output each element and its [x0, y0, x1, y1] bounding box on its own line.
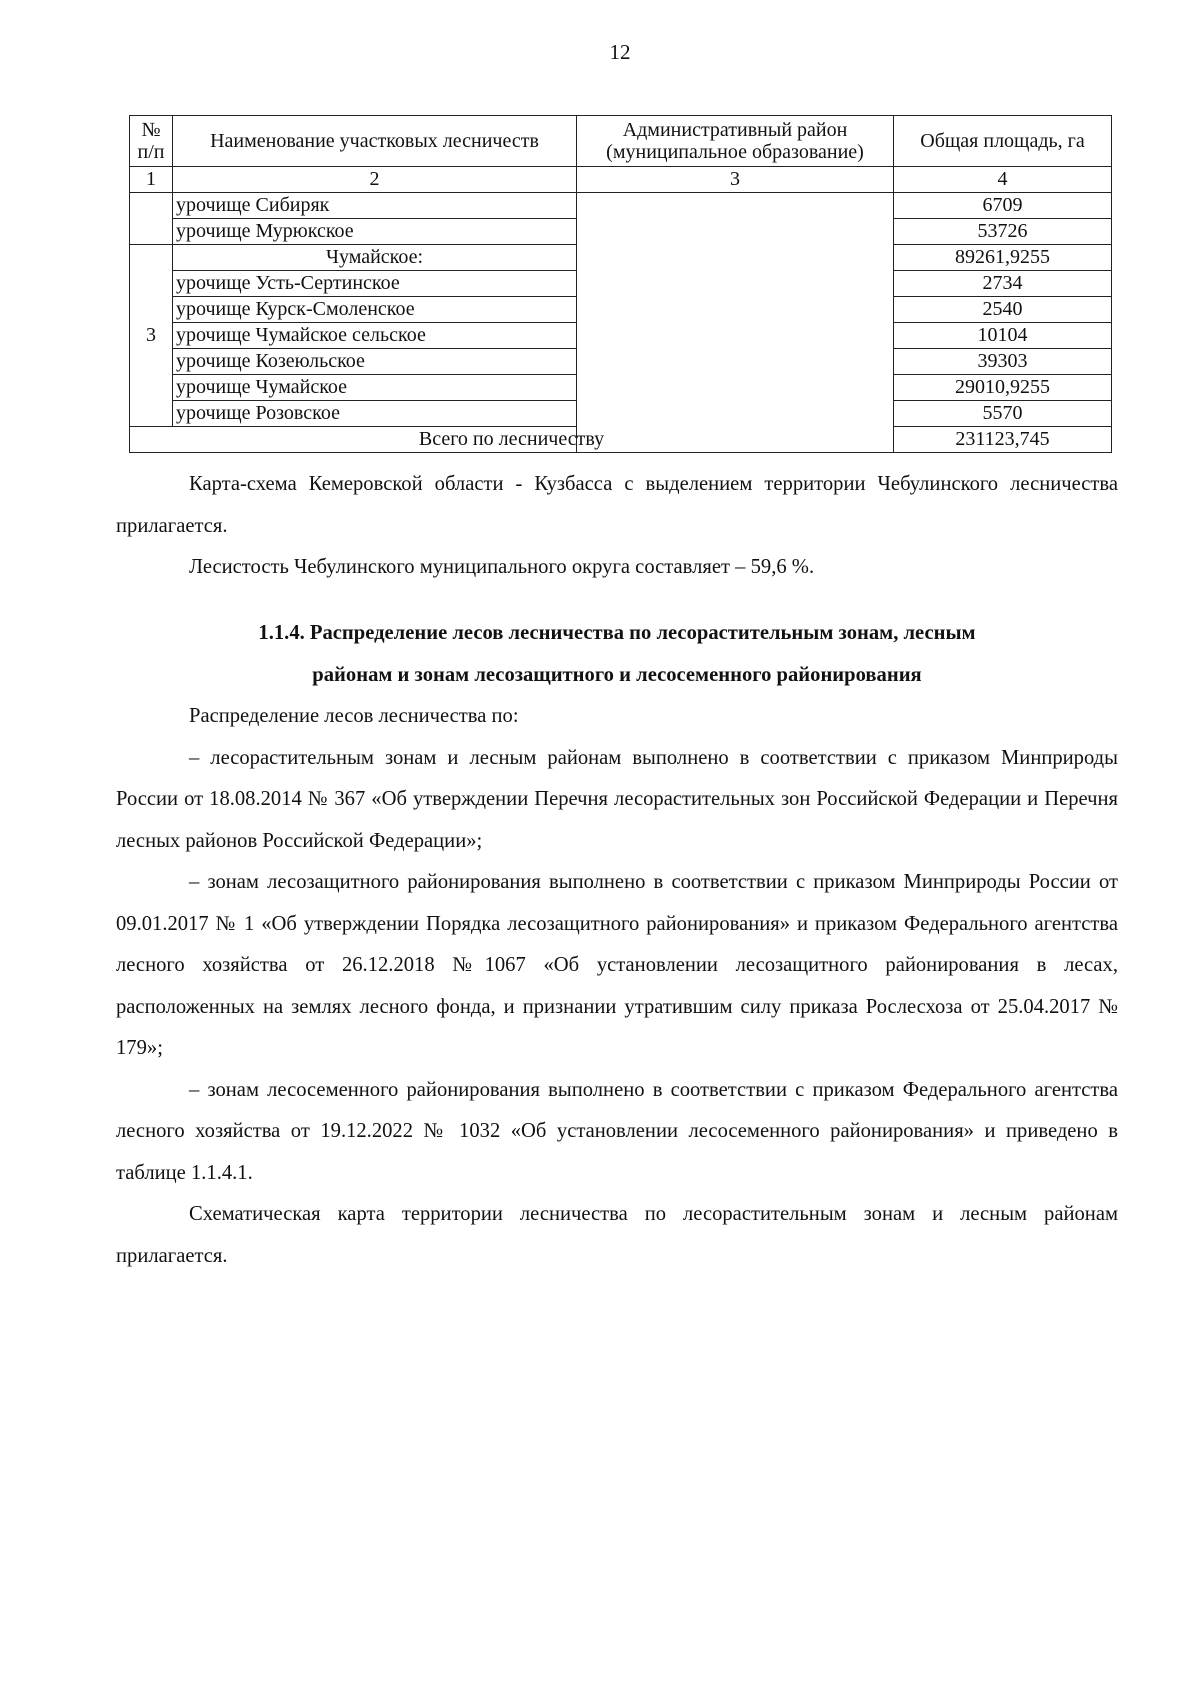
total-value: 231123,745	[894, 427, 1112, 453]
group-title: Чумайское:	[173, 245, 577, 271]
tract-area: 29010,9255	[894, 375, 1112, 401]
tract-area: 10104	[894, 323, 1112, 349]
group-total: 89261,9255	[894, 245, 1112, 271]
section-heading	[116, 613, 1118, 696]
list-item: – зонам лесозащитного районирования выполнено в соответствии с приказом Минприроды России от 09.01.2017 № 1 «Об утверждении Порядка лесозащитного районирования» и приказом Федерального агентства лесного хозяйства от 26.12.2018 №1067 «Об установлении лесозащитного районирования в лесах, расположенных на землях лесного фонда, и признании утратившим силу приказа Рослесхоза от 25.04.2017 № 179»;	[116, 871, 1118, 1059]
page-number: 12	[609, 40, 631, 64]
paragraph-intro: Распределение лесов лесничества по:	[189, 705, 519, 727]
tract-area: 39303	[894, 349, 1112, 375]
table-row	[130, 193, 1112, 219]
tract-name: урочище Козеюльское	[173, 349, 577, 375]
tract-name: урочище Усть-Сертинское	[173, 271, 577, 297]
column-number: 4	[894, 167, 1112, 193]
tract-name: урочище Мурюкское	[173, 219, 577, 245]
admin-region-cell	[577, 193, 894, 453]
header-total-area: Общая площадь, га	[894, 116, 1112, 167]
list-item: – лесорастительным зонам и лесным районам выполнено в соответствии с приказом Минприроды России от 18.08.2014 № 367 «Об утверждении Перечня лесорастительных зон Российской Федерации и Перечня лесных районов Российской Федерации»;	[116, 746, 1118, 852]
text-block-top	[116, 464, 1118, 589]
header-admin-region: Административный район (муниципальное образование)	[577, 116, 894, 167]
column-number-row	[130, 167, 1112, 193]
paragraph-closing: Схематическая карта территории лесничества по лесорастительным зонам и лесным районам прилагается.	[116, 1203, 1118, 1267]
paragraph-forest-cover: Лесистость Чебулинского муниципального округа составляет – 59,6 %.	[189, 556, 815, 578]
paragraph-map-note: Карта-схема Кемеровской области - Кузбасса с выделением территории Чебулинского лесничества прилагается.	[116, 473, 1118, 537]
tract-name: урочище Чумайское сельское	[173, 323, 577, 349]
forest-districts-table	[129, 115, 1112, 453]
text-block-bottom	[116, 696, 1118, 1277]
column-number: 2	[173, 167, 577, 193]
tract-name: урочище Курск-Смоленское	[173, 297, 577, 323]
table-total-row	[130, 427, 1112, 453]
section-heading-line2: районам и зонам лесозащитного и лесосеменного районирования	[312, 663, 922, 686]
table-header-row	[130, 116, 1112, 167]
section-heading-line1: 1.1.4. Распределение лесов лесничества по лесорастительным зонам, лесным	[258, 622, 976, 644]
column-number: 1	[130, 167, 173, 193]
header-number: № п/п	[130, 116, 173, 167]
tract-area: 6709	[894, 193, 1112, 219]
group-number: 3	[130, 245, 173, 427]
tract-area: 5570	[894, 401, 1112, 427]
tract-name: урочище Чумайское	[173, 375, 577, 401]
prev-group-number-cell	[130, 193, 173, 245]
tract-name: урочище Сибиряк	[173, 193, 577, 219]
list-item: – зонам лесосеменного районирования выполнено в соответствии с приказом Федерального агентства лесного хозяйства от 19.12.2022 № 1032 «Об установлении лесосеменного районирования» и приведено в таблице 1.1.4.1.	[116, 1078, 1118, 1184]
column-number: 3	[577, 167, 894, 193]
header-district-name: Наименование участковых лесничеств	[173, 116, 577, 167]
total-label: Всего по лесничеству	[130, 427, 894, 453]
tract-name: урочище Розовское	[173, 401, 577, 427]
tract-area: 53726	[894, 219, 1112, 245]
tract-area: 2734	[894, 271, 1112, 297]
tract-area: 2540	[894, 297, 1112, 323]
